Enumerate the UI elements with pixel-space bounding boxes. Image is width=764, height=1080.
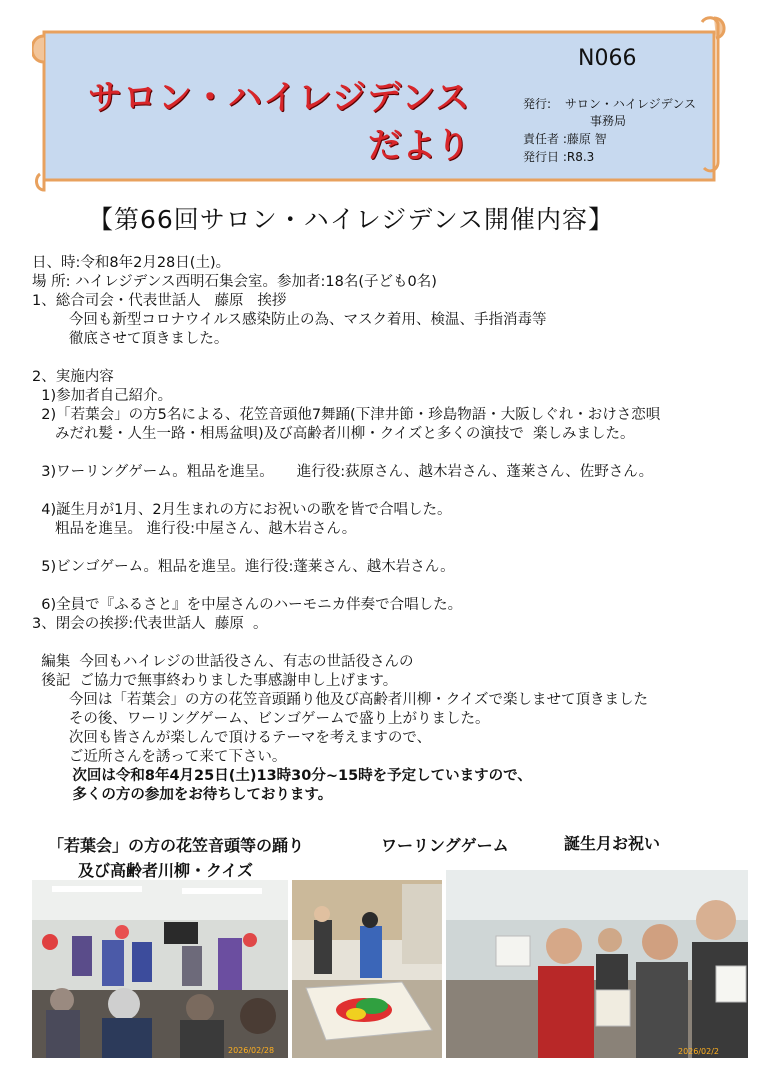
body-line: 編集 今回もハイレジの世話役さん、有志の世話役さんの (32, 654, 414, 670)
body-line: みだれ髪・人生一路・相馬盆唄)及び高齢者川柳・クイズと多くの演技で 楽しみました。 (32, 426, 635, 442)
responsible-person: 責任者 :藤原 智 (523, 132, 607, 146)
page-heading: 【第66回サロン・ハイレジデンス開催内容】 (88, 205, 614, 234)
birthday-photo (446, 870, 748, 1058)
publisher-name: サロン・ハイレジデンス (564, 97, 696, 111)
body-line: 1)参加者自己紹介。 (32, 388, 173, 404)
photo1-caption-line2: 及び高齢者川柳・クイズ (78, 861, 254, 880)
body-line: 2、実施内容 (32, 369, 114, 385)
body-line: 場 所: ハイレジデンス西明石集会室。参加者:18名(子ども0名) (32, 274, 437, 290)
body-line: 多くの方の参加をお待ちしております。 (32, 787, 333, 803)
body-line (32, 444, 754, 463)
issue-date: 発行日 :R8.3 (523, 150, 595, 164)
birthday-photo-image (446, 870, 748, 1058)
body-line: 次回は令和8年4月25日(土)13時30分~15時を予定していますので、 (32, 768, 532, 784)
body-line: 3、閉会の挨拶:代表世話人 藤原 。 (32, 616, 268, 632)
body-line: 次回も皆さんが楽しんで頂けるテーマを考えますので、 (32, 730, 432, 746)
issue-number: N066 (578, 46, 637, 71)
newsletter-title: サロン・ハイレジデンス (88, 78, 471, 118)
photo3-caption: 誕生月お祝い (564, 834, 661, 853)
body-line: 5)ビンゴゲーム。粗品を進呈。進行役:蓬莱さん、越木岩さん。 (32, 559, 455, 575)
report-body (32, 254, 754, 805)
body-line (32, 349, 754, 368)
dance-photo-image (32, 880, 288, 1058)
dance-photo (32, 880, 288, 1058)
body-line: 粗品を進呈。 進行役:中屋さん、越木岩さん。 (32, 521, 357, 537)
publisher-row (523, 96, 696, 112)
newsletter-subtitle: だより (368, 126, 470, 166)
body-line: その後、ワーリングゲーム、ビンゴゲームで盛り上がりました。 (32, 711, 490, 727)
body-line: 徹底させて頂きました。 (32, 331, 229, 347)
whirling-game-photo-image (292, 880, 442, 1058)
whirling-game-photo (292, 880, 442, 1058)
body-line (32, 482, 754, 501)
birthday-photo-date: 2026/02/2 (678, 1047, 720, 1056)
photo1-caption-line1: 「若葉会」の方の花笠音頭等の踊り (48, 836, 305, 855)
body-line (32, 577, 754, 596)
dance-photo-date: 2026/02/28 (228, 1046, 275, 1055)
body-line: 6)全員で『ふるさと』を中屋さんのハーモニカ伴奏で合唱した。 (32, 597, 463, 613)
photo2-caption: ワーリングゲーム (381, 836, 509, 855)
body-line: 4)誕生月が1月、2月生まれの方にお祝いの歌を皆で合唱した。 (32, 502, 452, 518)
body-line: 日、時:令和8年2月28日(土)。 (32, 255, 231, 271)
body-line: 3)ワーリングゲーム。粗品を進呈。 進行役:荻原さん、越木岩さん、蓬莱さん、佐野さん。 (32, 464, 654, 480)
body-line: 2)「若葉会」の方5名による、花笠音頭他7舞踊(下津井節・珍島物語・大阪しぐれ・おけさ恋唄 (32, 407, 661, 423)
body-line: 今回も新型コロナウイルス感染防止の為、マスク着用、検温、手指消毒等 (32, 312, 547, 328)
body-line: 今回は「若葉会」の方の花笠音頭踊り他及び高齢者川柳・クイズで楽しませて頂きました (32, 692, 648, 708)
body-line (32, 634, 754, 653)
body-line: ご近所さんを誘って来て下さい。 (32, 749, 287, 765)
publisher-label: 発行: (523, 97, 552, 111)
publisher-sub: 事務局 (590, 114, 627, 128)
body-line: 1、総合司会・代表世話人 藤原 挨拶 (32, 293, 287, 309)
body-line (32, 539, 754, 558)
body-line: 後記 ご協力で無事終わりました事感謝申し上げます。 (32, 673, 398, 689)
